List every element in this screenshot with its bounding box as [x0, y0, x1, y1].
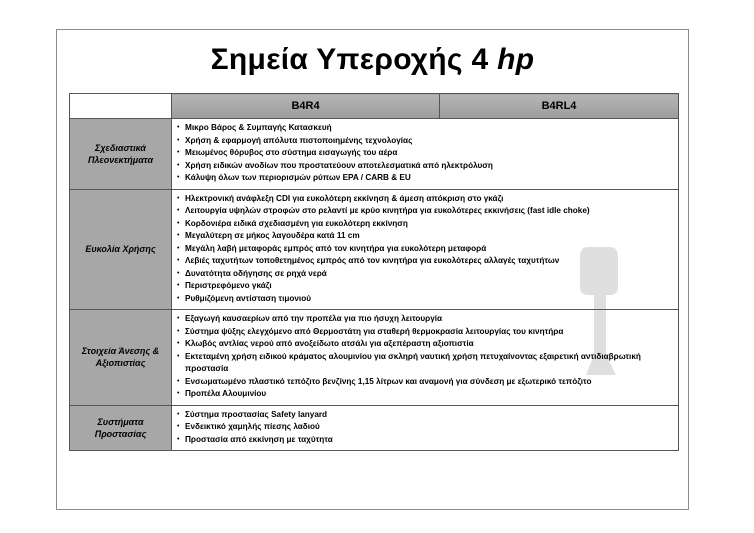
table-header-row: [70, 94, 679, 119]
list-item: • Μεγαλύτερη σε μήκος λαγουδέρα κατά 11 cm: [177, 230, 674, 243]
category-label: Συστήματα: [97, 416, 144, 427]
table-row-design: [70, 119, 679, 190]
category-label: Προστασίας: [94, 428, 147, 439]
title-unit: hp: [497, 43, 535, 76]
table-row-ease-of-use: [70, 189, 679, 310]
list-item: • Ηλεκτρονική ανάφλεξη CDI για ευκολότερη εκκίνηση & άμεση απόκριση στο γκάζι: [177, 193, 674, 206]
items-cell: [172, 189, 679, 310]
table-row-comfort-reliability: [70, 310, 679, 406]
list-item: • Χρήση ειδικών ανοδίων που προστατεύουν αποτελεσματικά από ηλεκτρόλυση: [177, 160, 674, 173]
category-label: Πλεονεκτήματα: [87, 154, 154, 165]
list-item: • Λειτουργία υψηλών στροφών στο ρελαντί με κρύο κινητήρα για ευκολότερες εκκινήσεις (fast idle choke): [177, 205, 674, 218]
list-item: • Προπέλα Αλουμινίου: [177, 388, 674, 401]
list-item: • Λεβιές ταχυτήτων τοποθετημένος εμπρός από τον κινητήρα για ευκολότερες αλλαγές ταχυτήτων: [177, 255, 674, 268]
list-item: • Ενδεικτικό χαμηλής πίεσης λαδιού: [177, 421, 674, 434]
list-item: • Κάλυψη όλων των περιορισμών ρύπων EPA / CARB & EU: [177, 172, 674, 185]
category-label: Σχεδιαστικά: [95, 142, 146, 153]
category-cell: [70, 189, 172, 310]
list-item: • Περιστρεφόμενο γκάζι: [177, 280, 674, 293]
list-item: • Εξαγωγή καυσαερίων από την προπέλα για πιο ήσυχη λειτουργία: [177, 313, 674, 326]
list-item: • Χρήση & εφαρμογή απόλυτα πιστοποιημένης τεχνολογίας: [177, 135, 674, 148]
list-item: • Σύστημα προστασίας Safety lanyard: [177, 409, 674, 422]
list-item: • Μειωμένος θόρυβος στο σύστημα εισαγωγής του αέρα: [177, 147, 674, 160]
page-title: [57, 43, 688, 77]
spec-table: [69, 93, 679, 451]
title-main: Σημεία Υπεροχής 4: [210, 43, 498, 76]
list-item: • Κορδονιέρα ειδικά σχεδιασμένη για ευκολότερη εκκίνηση: [177, 218, 674, 231]
list-item: • Δυνατότητα οδήγησης σε ρηχά νερά: [177, 268, 674, 281]
list-item: • Μεγάλη λαβή μεταφοράς εμπρός από τον κινητήρα για ευκολότερη μεταφορά: [177, 243, 674, 256]
category-label: Αξιοπιστίας: [95, 358, 146, 369]
items-cell: [172, 405, 679, 451]
category-cell: [70, 405, 172, 451]
slide: [56, 29, 689, 510]
list-item: • Προστασία από εκκίνηση με ταχύτητα: [177, 434, 674, 447]
list-item: • Μικρο Βάρος & Συμπαγής Κατασκευή: [177, 122, 674, 135]
header-corner: [70, 94, 172, 119]
category-label: Ευκολία Χρήσης: [85, 244, 156, 255]
list-item: • Κλωβός αντλίας νερού από ανοξείδωτο ατσάλι για αξεπέραστη αξιοπιστία: [177, 338, 674, 351]
items-cell: [172, 310, 679, 406]
category-cell: [70, 310, 172, 406]
list-item: • Ενσωματωμένο πλαστικό τεπόζιτο βενζίνης 1,15 λίτρων και αναμονή για σύνδεση με εξωτερικό τεπόζιτο: [177, 376, 674, 389]
column-header-b4rl4: B4RL4: [440, 94, 679, 119]
category-label: Στοιχεία Άνεσης &: [81, 346, 160, 357]
table-row-protection: [70, 405, 679, 451]
list-item: • Ρυθμιζόμενη αντίσταση τιμονιού: [177, 293, 674, 306]
column-header-b4r4: B4R4: [172, 94, 440, 119]
list-item: • Σύστημα ψύξης ελεγχόμενο από Θερμοστάτη για σταθερή θερμοκρασία λειτουργίας του κινητήρα: [177, 326, 674, 339]
category-cell: [70, 119, 172, 190]
list-item: • Εκτεταμένη χρήση ειδικού κράματος αλουμινίου για σκληρή ναυτική χρήση πετυχαίνοντας εξαιρετική αντιδιαβρωτική προστασία: [177, 351, 674, 376]
items-cell: [172, 119, 679, 190]
